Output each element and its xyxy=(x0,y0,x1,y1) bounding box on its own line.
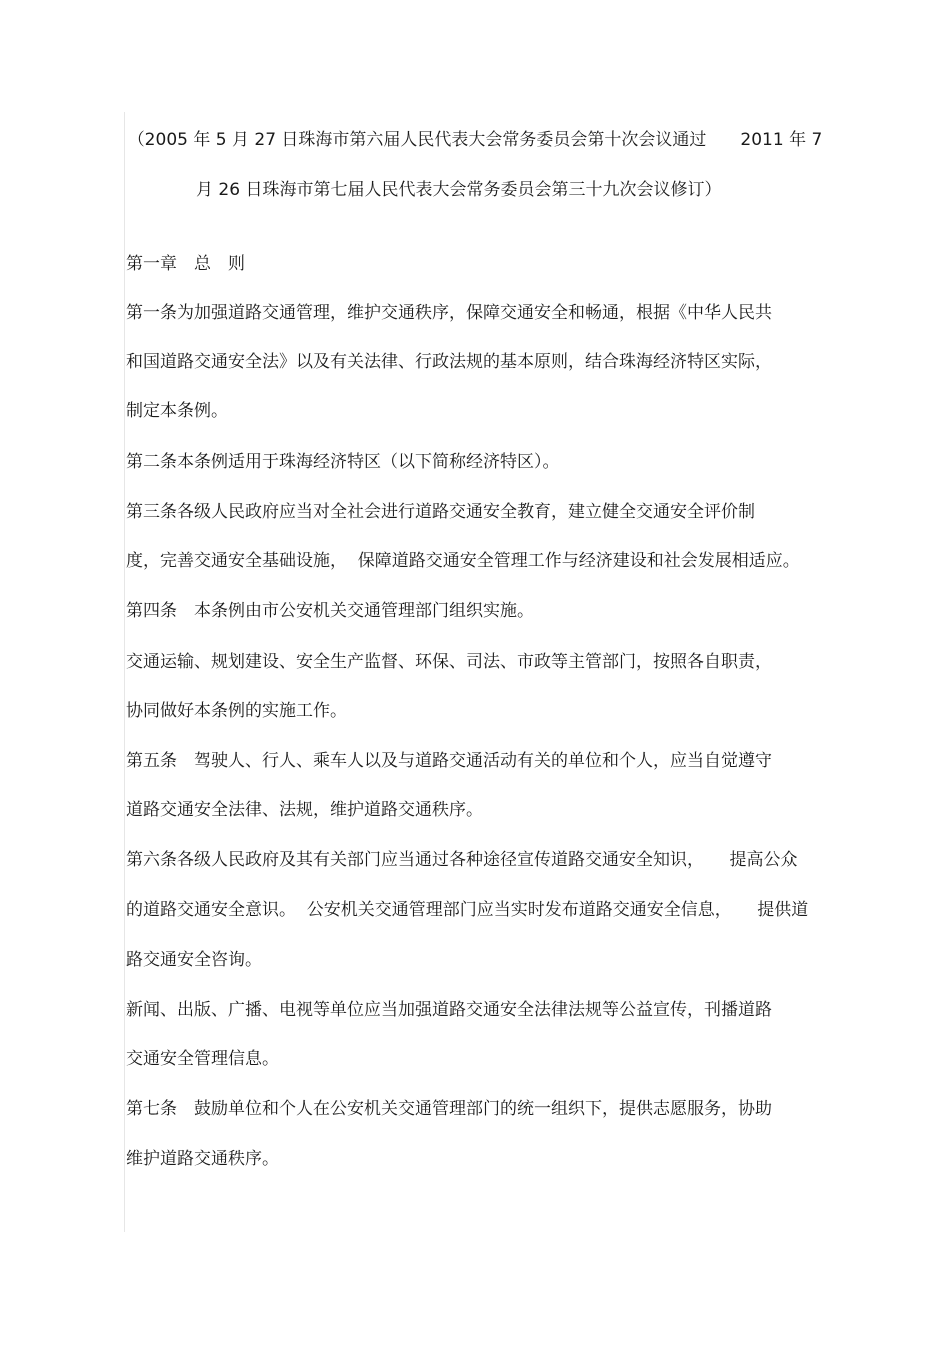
body-line: 维护道路交通秩序。 xyxy=(126,1149,279,1169)
body-line: 第三条各级人民政府应当对全社会进行道路交通安全教育，建立健全交通安全评价制 xyxy=(126,502,755,522)
body-line: 第六条各级人民政府及其有关部门应当通过各种途径宣传道路交通安全知识， 提高公众 xyxy=(126,850,798,870)
body-line: 交通运输、规划建设、安全生产监督、环保、司法、市政等主管部门，按照各自职责， xyxy=(126,652,772,672)
body-line: 路交通安全咨询。 xyxy=(126,950,262,970)
header-line-1: （2005 年 5 月 27 日珠海市第六届人民代表大会常务委员会第十次会议通过 2011 年 7 xyxy=(127,130,823,150)
body-line: 度，完善交通安全基础设施， 保障道路交通安全管理工作与经济建设和社会发展相适应。 xyxy=(126,551,800,571)
margin-rule xyxy=(124,112,125,1232)
body-line: 和国道路交通安全法》以及有关法律、行政法规的基本原则，结合珠海经济特区实际， xyxy=(126,352,772,372)
body-line: 的道路交通安全意识。 公安机关交通管理部门应当实时发布道路交通安全信息， 提供道 xyxy=(126,900,809,920)
body-line: 协同做好本条例的实施工作。 xyxy=(126,701,347,721)
body-line: 第七条 鼓励单位和个人在公安机关交通管理部门的统一组织下，提供志愿服务，协助 xyxy=(126,1099,772,1119)
body-line: 第四条 本条例由市公安机关交通管理部门组织实施。 xyxy=(126,601,534,621)
body-line: 新闻、出版、广播、电视等单位应当加强道路交通安全法律法规等公益宣传，刊播道路 xyxy=(126,1000,772,1020)
body-line: 制定本条例。 xyxy=(126,401,228,421)
header-line-2: 月 26 日珠海市第七届人民代表大会常务委员会第三十九次会议修订） xyxy=(196,180,722,200)
body-line: 交通安全管理信息。 xyxy=(126,1049,279,1069)
body-line: 第五条 驾驶人、行人、乘车人以及与道路交通活动有关的单位和个人，应当自觉遵守 xyxy=(126,751,772,771)
body-line: 道路交通安全法律、法规，维护道路交通秩序。 xyxy=(126,800,483,820)
body-line: 第一条为加强道路交通管理，维护交通秩序，保障交通安全和畅通，根据《中华人民共 xyxy=(126,303,772,323)
body-line: 第二条本条例适用于珠海经济特区（以下简称经济特区）。 xyxy=(126,452,560,472)
chapter-title: 第一章 总 则 xyxy=(126,254,245,274)
